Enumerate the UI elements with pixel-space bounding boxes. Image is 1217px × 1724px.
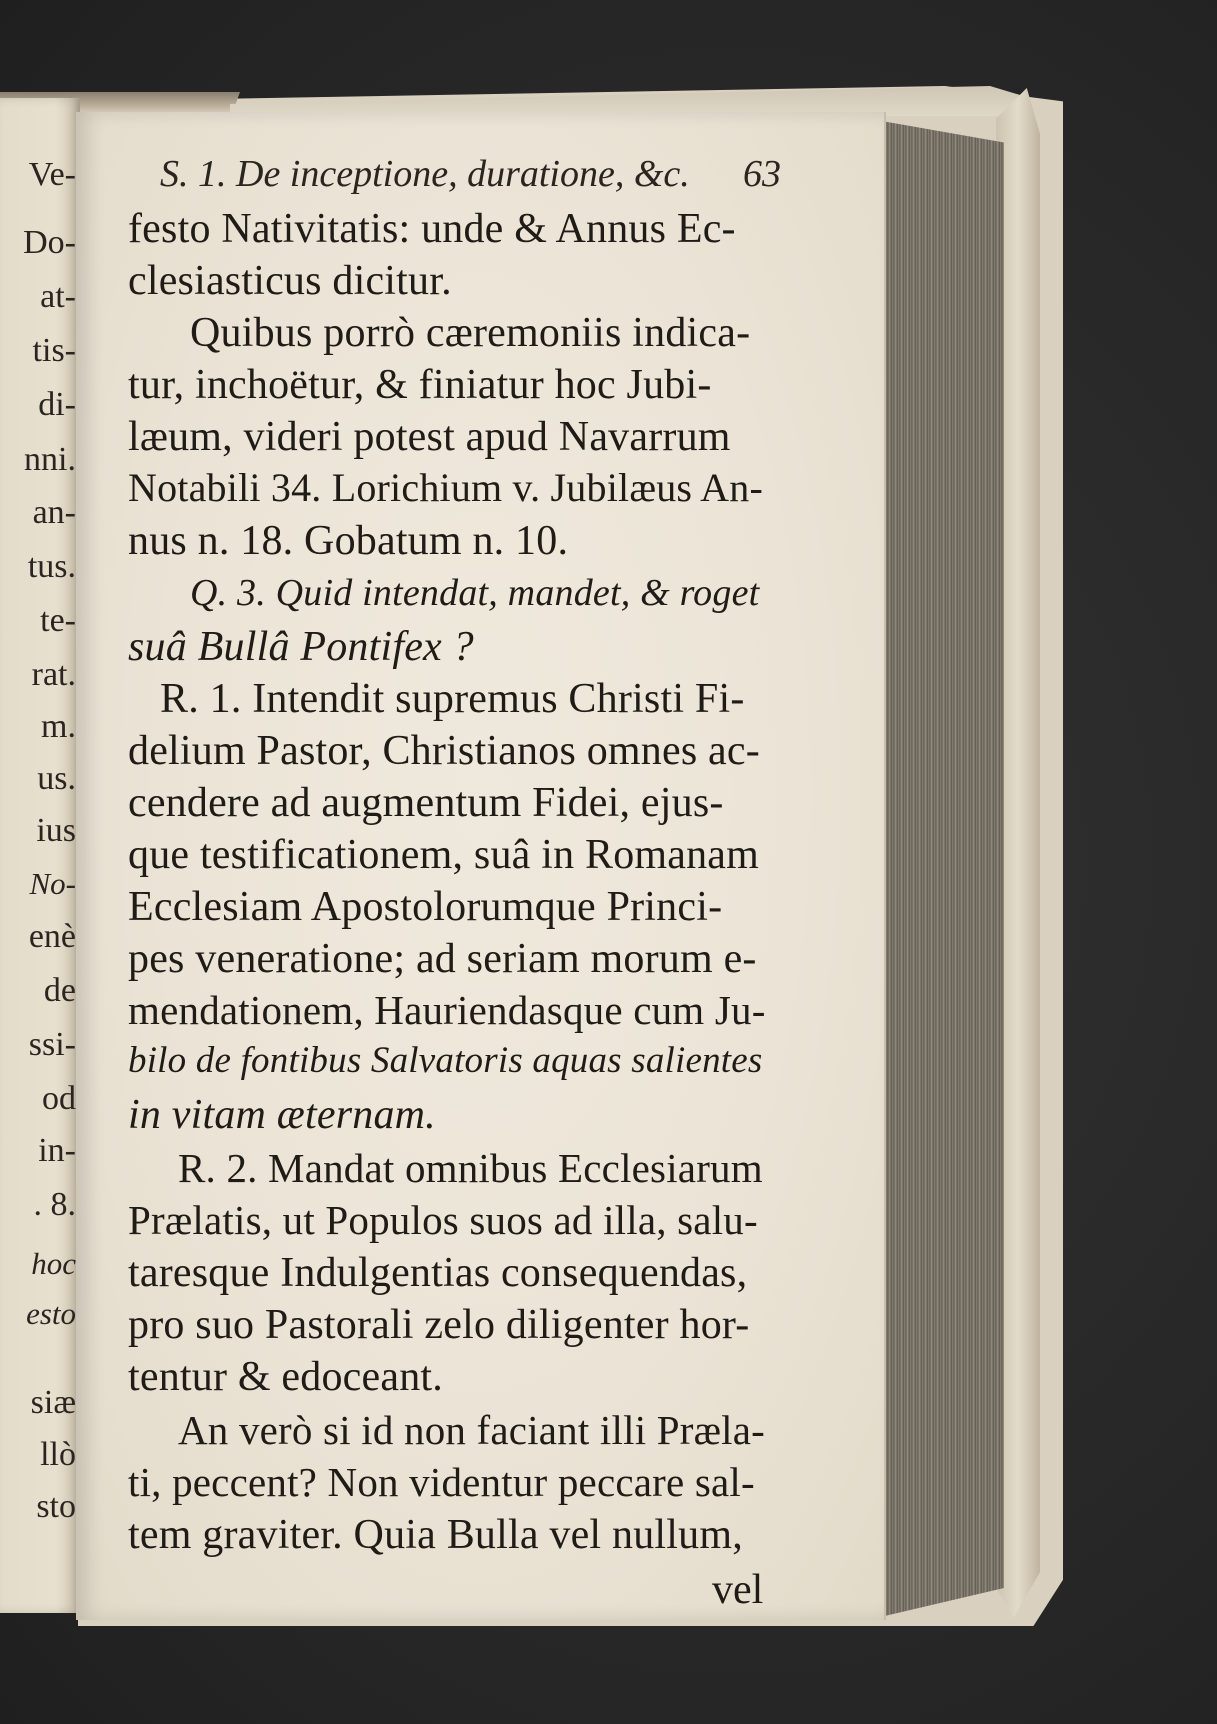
text-line: taresque Indulgentias consequendas, <box>128 1250 748 1296</box>
verso-fragment: llò <box>40 1438 76 1472</box>
text-line: tentur & edoceant. <box>128 1354 443 1400</box>
verso-fragment: Ve- <box>28 158 76 192</box>
verso-fragment: us. <box>37 762 76 796</box>
verso-fragment: siæ <box>30 1386 76 1420</box>
text-line: An verò si id non faciant illi Præla- <box>178 1407 765 1453</box>
text-line: que testificationem, suâ in Romanam <box>128 832 760 878</box>
verso-fragment: an- <box>32 496 76 530</box>
verso-fragment: tis- <box>32 334 76 368</box>
text-line: nus n. 18. Gobatum n. 10. <box>128 518 569 564</box>
text-line: mendationem, Hauriendasque cum Ju- <box>128 987 766 1033</box>
verso-fragment: Do- <box>23 226 76 260</box>
page-stack-edge <box>876 120 1004 1618</box>
verso-fragment: hoc <box>31 1248 76 1279</box>
text-line: pes veneratione; ad seriam morum e- <box>128 936 757 982</box>
text-line: delium Pastor, Christianos omnes ac- <box>128 728 760 774</box>
text-line: tur, inchoëtur, & finiatur hoc Jubi- <box>128 362 712 408</box>
text-line: Ecclesiam Apostolorumque Princi- <box>128 884 723 930</box>
verso-fragment: . 8. <box>33 1188 76 1222</box>
text-line: suâ Bullâ Pontifex ? <box>128 624 474 670</box>
verso-fragment: esto <box>26 1298 76 1329</box>
text-line: R. 1. Intendit supremus Christi Fi- <box>160 676 745 722</box>
running-head: S. 1. De inceptione, duratione, &c. <box>160 153 690 195</box>
verso-fragment: di- <box>38 388 76 422</box>
text-line: Notabili 34. Lorichium v. Jubilæus An- <box>128 465 763 510</box>
text-line: clesiasticus dicitur. <box>128 258 452 304</box>
verso-fragment: at- <box>40 280 76 314</box>
verso-fragment: enè <box>28 920 76 954</box>
verso-fragment: te- <box>40 604 76 638</box>
verso-fragment: rat. <box>31 658 76 692</box>
verso-page <box>0 98 80 1613</box>
verso-fragment: m. <box>41 710 76 744</box>
verso-fragment: nni. <box>24 443 76 477</box>
text-line: ti, peccent? Non videntur peccare sal- <box>128 1459 755 1505</box>
text-line: pro suo Pastorali zelo diligenter hor- <box>128 1302 750 1348</box>
verso-fragment: ius <box>36 814 76 848</box>
text-line: Prælatis, ut Populos suos ad illa, salu- <box>128 1197 758 1243</box>
verso-fragment: in- <box>38 1134 76 1168</box>
text-line: festo Nativitatis: unde & Annus Ec- <box>128 206 736 252</box>
page-number: 63 <box>743 153 781 195</box>
text-line: Q. 3. Quid intendat, mandet, & roget <box>190 572 760 614</box>
verso-fragment: de <box>43 974 76 1008</box>
verso-fragment: tus. <box>27 550 76 584</box>
verso-fragment: ssi- <box>28 1028 76 1062</box>
text-line: bilo de fontibus Salvatoris aquas salientes <box>128 1040 763 1081</box>
verso-fragment: sto <box>36 1490 76 1524</box>
text-line: cendere ad augmentum Fidei, ejus- <box>128 780 724 826</box>
text-line: Quibus porrò cæremoniis indica- <box>190 310 751 356</box>
text-line: in vitam æternam. <box>128 1092 436 1138</box>
text-line: tem graviter. Quia Bulla vel nullum, <box>128 1512 743 1558</box>
verso-fragment: od <box>42 1082 76 1116</box>
verso-fragment: No- <box>29 868 76 899</box>
text-line: læum, videri potest apud Navarrum <box>128 414 731 460</box>
catchword: vel <box>712 1567 764 1613</box>
text-line: R. 2. Mandat omnibus Ecclesiarum <box>178 1145 763 1191</box>
